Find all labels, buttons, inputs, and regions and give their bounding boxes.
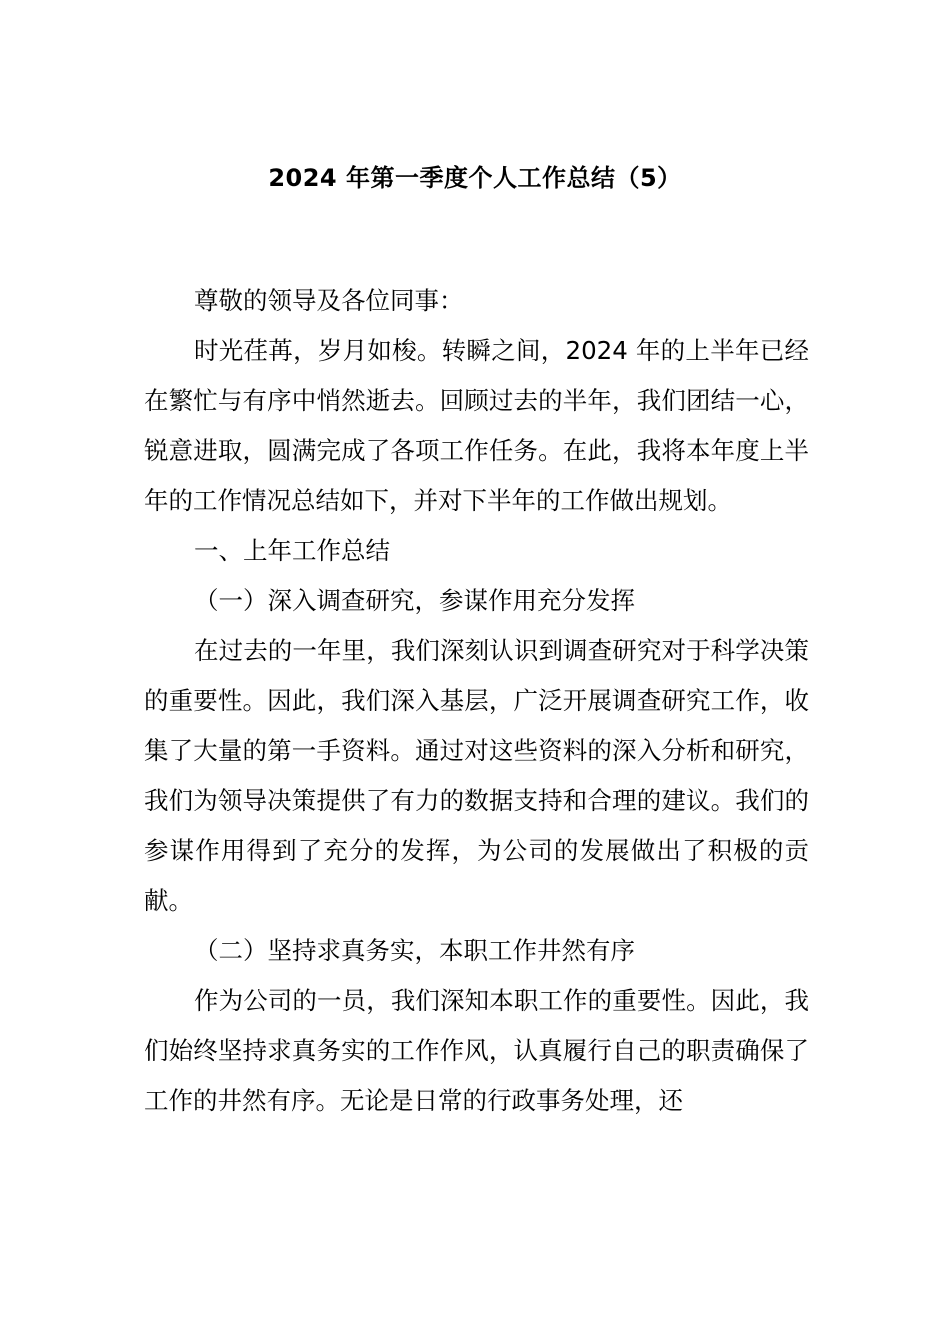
paragraph-intro: 时光荏苒，岁月如梭。转瞬之间，2024 年的上半年已经在繁忙与有序中悄然逝去。回顾过去的半年，我们团结一心，锐意进取，圆满完成了各项工作任务。在此，我将本年度上半年的工作情况总结如下，并对下半年的工作做出规划。 <box>144 336 809 515</box>
paragraph-duties: 作为公司的一员，我们深知本职工作的重要性。因此，我们始终坚持求真务实的工作作风，认真履行自己的职责确保了工作的井然有序。无论是日常的行政事务处理，还 <box>144 986 809 1115</box>
salutation: 尊敬的领导及各位同事： <box>194 286 464 315</box>
document-title: 2024 年第一季度个人工作总结（5） <box>268 164 682 192</box>
document-body <box>144 276 809 1126</box>
section-heading: 一、上年工作总结 <box>194 536 390 565</box>
paragraph-research: 在过去的一年里，我们深刻认识到调查研究对于科学决策的重要性。因此，我们深入基层，广泛开展调查研究工作，收集了大量的第一手资料。通过对这些资料的深入分析和研究，我们为领导决策提供了有力的数据支持和合理的建议。我们的参谋作用得到了充分的发挥，为公司的发展做出了积极的贡献。 <box>144 636 809 915</box>
subsection-heading-1: （一）深入调查研究，参谋作用充分发挥 <box>194 586 635 615</box>
subsection-heading-2: （二）坚持求真务实，本职工作井然有序 <box>194 936 635 965</box>
